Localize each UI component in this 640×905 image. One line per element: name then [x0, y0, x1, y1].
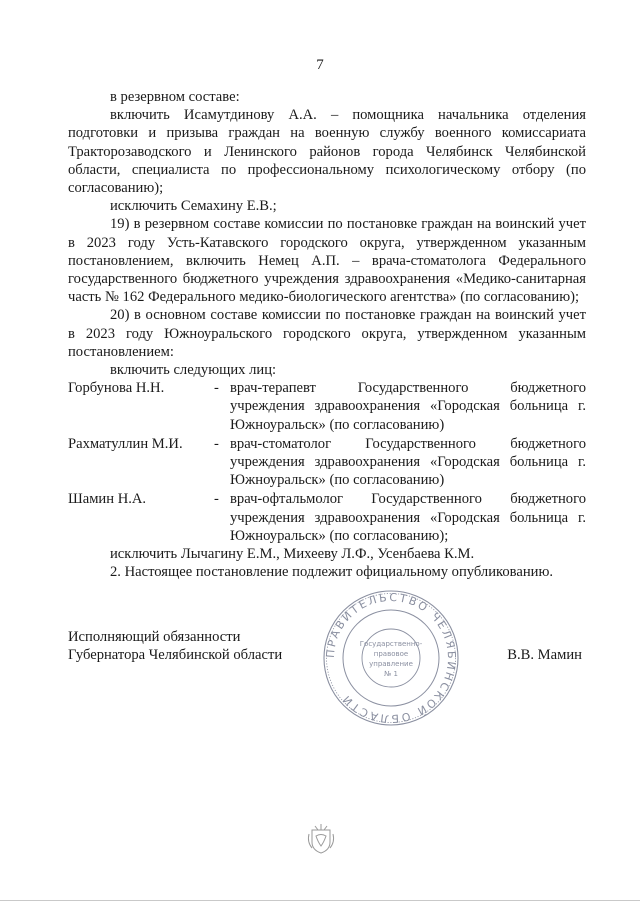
- paragraph-exclude-list: исключить Лычагину Е.М., Михееву Л.Ф., Усенбаева К.М.: [110, 546, 475, 563]
- official-seal-stamp: [321, 588, 461, 728]
- person-name: Шамин Н.А.: [68, 491, 147, 508]
- paragraph-item-19: 19) в резервном составе комиссии по постановке граждан на воинский учет в 2023 году Усть-Катавского городского округа, утвержденном указанным постановлением, включить Немец А.П. – врача-стоматолога Федерального государственного бюджетного учреждения здравоохранения «Медико-санитарная часть № 162 Федерального медико-биологического агентства» (по согласованию);: [68, 216, 586, 306]
- person-dash: -: [214, 380, 219, 397]
- reserve-heading: в резервном составе:: [110, 89, 240, 105]
- person-entry: [68, 379, 586, 434]
- coat-of-arms-emblem: [306, 822, 336, 856]
- document-body: [68, 88, 586, 581]
- stamp-center-text: правовое: [373, 650, 409, 658]
- page-footer-rule: [0, 900, 640, 901]
- stamp-outer-text: ПРАВИТЕЛЬСТВО ЧЕЛЯБИНСКОЙ ОБЛАСТИ: [323, 590, 459, 726]
- person-dash: -: [214, 435, 219, 452]
- paragraph-item-20: 20) в основном составе комиссии по постановке граждан на воинский учет в 2023 году Южноуральского городского округа, утвержденном указанным постановлением:: [68, 307, 586, 360]
- signatory-title-line: Губернатора Челябинской области: [68, 647, 283, 664]
- paragraph-exclude-semakhina: исключить Семахину Е.В.;: [110, 198, 277, 215]
- person-name: Горбунова Н.Н.: [68, 380, 165, 397]
- include-following-label: включить следующих лиц:: [110, 362, 277, 379]
- stamp-center-text: управление: [369, 660, 413, 668]
- person-description: врач-терапевт Государственного бюджетного учреждения здравоохранения «Городская больница г. Южноуральск» (по согласованию): [230, 380, 586, 433]
- person-entry: [68, 490, 586, 545]
- person-entry: [68, 435, 586, 490]
- person-dash: -: [214, 491, 219, 508]
- stamp-center-text: Государственно-: [359, 640, 423, 648]
- person-description: врач-стоматолог Государственного бюджетного учреждения здравоохранения «Городская больница г. Южноуральск» (по согласованию): [230, 435, 586, 489]
- signatory-title-line: Исполняющий обязанности: [68, 629, 241, 645]
- person-description: врач-офтальмолог Государственного бюджетного учреждения здравоохранения «Городская больница г. Южноуральск» (по согласованию);: [230, 491, 586, 544]
- stamp-center-text: № 1: [384, 670, 398, 678]
- page-number: 7: [316, 57, 324, 73]
- paragraph-include-isamutdinova: включить Исамутдинову А.А. – помощника начальника отделения подготовки и призыва граждан на военную службу военного комиссариата Тракторозаводского и Ленинского районов города Челябинск Челябинской области, специалиста по профессиональному психологическому отбору (по согласованию);: [68, 107, 586, 197]
- signatory-name: В.В. Мамин: [507, 647, 582, 663]
- person-name: Рахматуллин М.И.: [68, 435, 183, 452]
- paragraph-item-2: 2. Настоящее постановление подлежит официальному опубликованию.: [110, 564, 554, 581]
